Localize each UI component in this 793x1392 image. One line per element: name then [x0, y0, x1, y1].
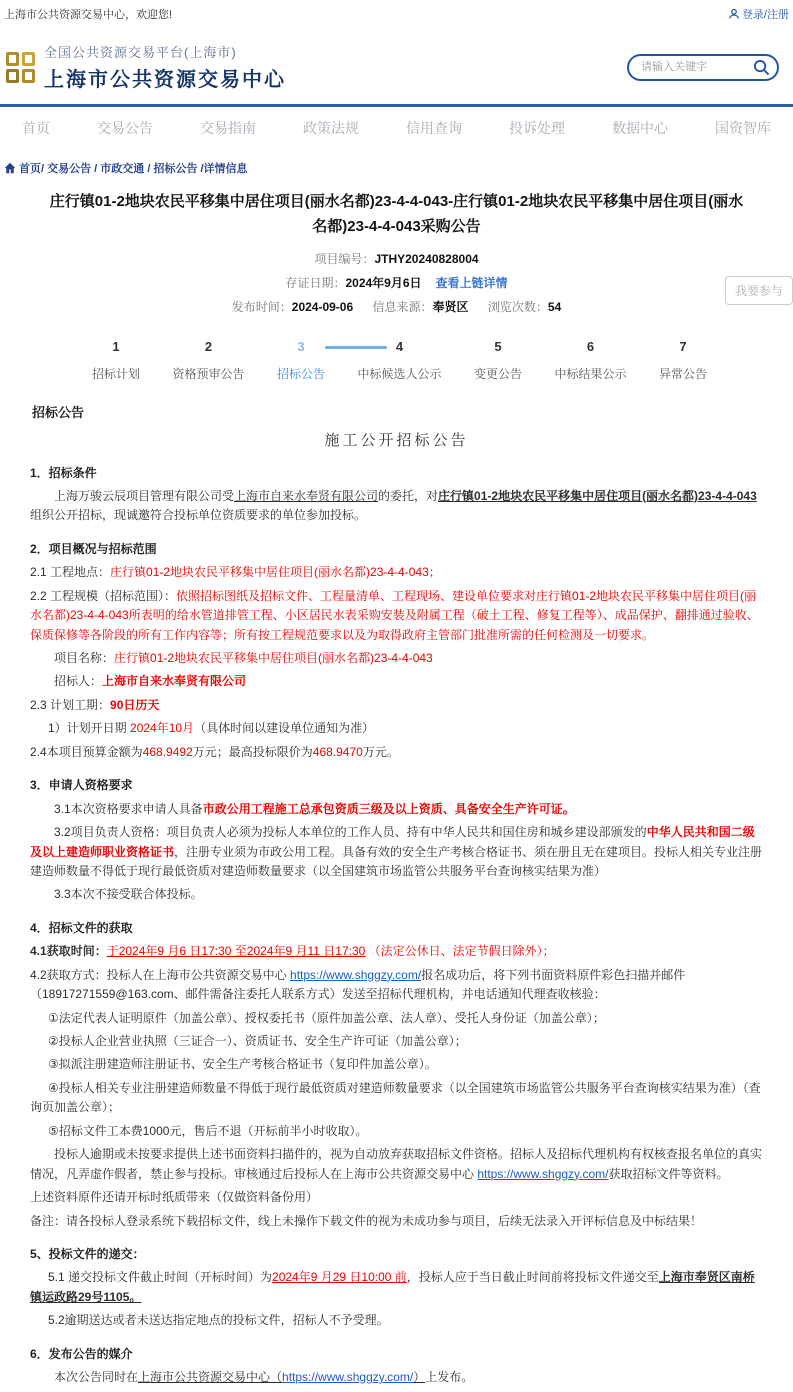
- doc-paragraph: [30, 672, 763, 691]
- doc-paragraph: [30, 885, 763, 904]
- doc-paragraph: [30, 966, 763, 1005]
- views-label: 浏览次数：: [487, 299, 548, 314]
- step-label: 资格预审公告: [172, 366, 245, 381]
- doc-paragraph: [30, 587, 763, 645]
- step-招标公告[interactable]: [273, 339, 329, 382]
- text-run: 1．招标条件: [30, 465, 97, 480]
- source-value: 奉贤区: [432, 299, 469, 314]
- text-run: 3.3本次不接受联合体投标。: [54, 887, 203, 902]
- text-run: 中华人民共和国二级及以上建造师职业资格证书: [30, 825, 755, 859]
- site-header: [0, 26, 793, 104]
- project-number-value: JTHY20240828004: [374, 251, 479, 266]
- text-run: （法定公休日、法定节假日除外）；: [365, 944, 555, 959]
- doc-paragraph: [30, 540, 763, 559]
- step-label: 变更公告: [473, 366, 522, 381]
- deposit-date-row: [30, 274, 763, 291]
- nav-item-交易指南[interactable]: 交易指南: [200, 120, 256, 136]
- text-run: 组织公开招标，现诚邀符合投标单位资质要求的单位参加投标。: [30, 508, 367, 523]
- text-run: 上发布。: [425, 1370, 474, 1385]
- text-run: 庄行镇01-2地块农民平移集中居住项目(丽水名都)23-4-4-043: [114, 651, 433, 665]
- text-run: 庄行镇01-2地块农民平移集中居住项目(丽水名都)23-4-4-043；: [110, 565, 441, 580]
- step-异常公告[interactable]: [655, 339, 711, 382]
- doc-paragraph: [30, 1122, 763, 1141]
- step-label: 招标公告: [276, 366, 325, 381]
- text-run: 备注：请各投标人登录系统下载招标文件，线上未操作下载文件的视为未成功参与项目，后续无法录入开评标信息及中标结果！: [30, 1213, 703, 1228]
- doc-paragraph: [30, 696, 763, 715]
- step-number: 3: [297, 338, 305, 354]
- text-run: 上海市奉贤区南桥镇运政路29号1105。: [30, 1270, 755, 1304]
- text-run: 5、投标文件的递交：: [30, 1246, 145, 1261]
- text-run: ①法定代表人证明原件（加盖公章）、授权委托书（原件加盖公章、法人章）、受托人身份证（加盖公章）；: [48, 1010, 605, 1025]
- project-number-label: 项目编号：: [314, 251, 375, 266]
- notice-content: [0, 190, 793, 1388]
- doc-paragraph: [30, 1009, 763, 1028]
- site-title: 上海市公共资源交易中心: [44, 69, 286, 91]
- text-run: 3.2项目负责人资格：项目负责人必须为投标人本单位的工作人员、持有中华人民共和国住房和城乡建设部颁发的: [54, 825, 647, 840]
- step-中标结果公示[interactable]: [554, 339, 626, 382]
- text-run: 468.9492: [142, 744, 193, 759]
- doc-paragraph: [30, 776, 763, 795]
- text-run: ）: [413, 1370, 426, 1385]
- text-run: 依照招标图纸及招标文件、工程量清单、工程现场、建设单位要求对庄行镇01-2地块农民平移集中居住项目(丽水名都)23-4-4-043所表明的给水管道排管工程、小区居民水表采购安装及附属工程（破土工程、修复工程等）、成品保护、翻排通过验收、保质保修等各阶段的所有工作内容等；所有按工程规范要求以及为取得政府主管部门批准所需的任何检测及一切要求。: [30, 588, 759, 642]
- doc-paragraph: [30, 743, 763, 762]
- step-number: 2: [204, 338, 213, 354]
- text-run: 2.4本项目预算金额为: [30, 744, 143, 759]
- doc-paragraph: [30, 487, 763, 526]
- person-icon: [728, 8, 740, 20]
- doc-paragraph: [30, 1245, 763, 1264]
- text-run: 上海万骏云辰项目管理有限公司受: [54, 488, 235, 503]
- main-nav: [0, 104, 793, 148]
- doc-paragraph: [30, 464, 763, 483]
- doc-paragraph: [30, 1311, 763, 1330]
- nav-item-投诉处理[interactable]: 投诉处理: [509, 120, 565, 136]
- text-run: 上海市公共资源交易中心（: [138, 1370, 283, 1385]
- text-run: ⑤招标文件工本费1000元，售后不退（开标前半小时收取）。: [48, 1123, 368, 1138]
- step-label: 招标计划: [91, 366, 140, 381]
- text-run: 招标人：: [54, 674, 103, 689]
- text-run: 2024年10月: [130, 721, 195, 736]
- step-中标候选人公示[interactable]: [357, 339, 441, 382]
- text-run: 2024年9 月29 日10:00 前: [272, 1270, 407, 1285]
- url-link[interactable]: https://www.shggzy.com/: [477, 1166, 609, 1181]
- doc-paragraph: [30, 1055, 763, 1074]
- nav-item-交易公告[interactable]: 交易公告: [97, 120, 153, 136]
- text-run: 上海市自来水奉贤有限公司: [234, 488, 379, 503]
- text-run: 2.1 工程地点：: [30, 565, 111, 580]
- nav-item-数据中心[interactable]: 数据中心: [612, 120, 668, 136]
- text-run: 4．招标文件的获取: [30, 920, 133, 935]
- deposit-date-label: 存证日期：: [285, 275, 346, 290]
- source-label: 信息来源：: [372, 299, 433, 314]
- text-run: 本次公告同时在: [54, 1370, 139, 1385]
- text-run: 468.9470: [312, 744, 363, 759]
- doc-paragraph: [30, 919, 763, 938]
- text-run: 上述资料原件还请开标时纸质带来（仅做资料备份用）: [30, 1190, 319, 1205]
- breadcrumb-path: 首页/ 交易公告 / 市政交通 / 招标公告 /详情信息: [19, 163, 248, 175]
- brand-text: [44, 42, 286, 92]
- text-run: 3．申请人资格要求: [30, 778, 133, 793]
- text-run: 获取时间：: [46, 944, 107, 959]
- text-run: 1）计划开日期: [48, 721, 131, 736]
- breadcrumb[interactable]: [4, 160, 789, 176]
- search-box: [627, 54, 779, 81]
- text-run: ，投标人应于当日截止时间前将投标文件递交至: [406, 1270, 659, 1285]
- doc-paragraph: [30, 1145, 763, 1184]
- doc-paragraph: [30, 563, 763, 582]
- home-icon: [4, 162, 16, 174]
- text-run: 上海市自来水奉贤有限公司: [102, 674, 247, 689]
- step-label: 中标结果公示: [554, 366, 627, 381]
- step-变更公告[interactable]: [470, 339, 526, 382]
- text-run: ④投标人相关专业注册建造师数量不得低于现行最低资质对建造师数量要求（以全国建筑市场监管公共服务平台查询核实结果为准）（查询页加盖公章）；: [30, 1080, 761, 1115]
- text-run: 的委托，对: [378, 488, 439, 503]
- views-value: 54: [547, 299, 562, 314]
- text-run: 3.1本次资格要求申请人具备: [54, 801, 203, 816]
- step-label: 中标候选人公示: [357, 366, 442, 381]
- nav-item-首页[interactable]: 首页: [22, 120, 50, 136]
- step-number: 4: [395, 338, 404, 354]
- doc-paragraph: [30, 649, 763, 668]
- nav-item-信用查询[interactable]: 信用查询: [406, 120, 462, 136]
- text-run: ③拟派注册建造师注册证书、安全生产考核合格证书（复印件加盖公章）。: [48, 1057, 437, 1072]
- participate-button[interactable]: 我要参与: [725, 276, 793, 305]
- text-run: 5.1 递交投标文件截止时间（开标时间）为: [48, 1270, 273, 1285]
- text-run: 6．发布公告的媒介: [30, 1346, 133, 1361]
- doc-paragraph: [30, 1368, 763, 1387]
- page-title: 庄行镇01-2地块农民平移集中居住项目(丽水名都)23-4-4-043-庄行镇01-2地块农民平移集中居住项目(丽水名都)23-4-4-043采购公告: [49, 193, 744, 235]
- login-register-link[interactable]: [728, 6, 789, 22]
- text-run: 市政公用工程施工总承包资质三级及以上资质、具备安全生产许可证。: [202, 801, 575, 816]
- project-number-row: [30, 250, 763, 267]
- text-run: 4.2获取方式：投标人在上海市公共资源交易中心: [30, 967, 291, 982]
- text-run: 报名成功后，将下列书面资料原件彩色扫描并邮件（18917271559@163.com、邮件需备注委托人联系方式）发送至招标代理机构，并电话通知代理查收核验：: [30, 967, 686, 1002]
- login-register-label: 登录/注册: [741, 9, 789, 21]
- text-run: 2.2 工程规模（招标范围）：: [30, 588, 177, 603]
- step-number: 6: [586, 338, 595, 354]
- tab-bid-announcement[interactable]: 招标公告: [32, 404, 85, 420]
- url-link[interactable]: https://www.shggzy.com/: [282, 1370, 414, 1385]
- text-run: 项目名称：: [54, 651, 115, 665]
- doc-paragraph: [30, 1345, 763, 1364]
- platform-name: 全国公共资源交易平台(上海市): [44, 45, 237, 60]
- url-link[interactable]: https://www.shggzy.com/: [290, 967, 422, 982]
- text-run: 投标人逾期或未按要求提供上述书面资料扫描件的，视为自动放弃获取招标文件资格。招标人及招标代理机构有权核查报名单位的真实情况，凡弄虚作假者，禁止参与投标。审核通过后投标人在上海市公共资源交易中心: [30, 1147, 763, 1181]
- progress-steps: [88, 339, 711, 382]
- text-run: 5.2逾期送达或者未送达指定地点的投标文件，招标人不予受理。: [48, 1313, 389, 1328]
- text-run: 2.3 计划工期：: [30, 697, 111, 712]
- text-run: 4.1: [30, 944, 47, 959]
- doc-paragraph: [30, 823, 763, 881]
- text-run: ②投标人企业营业执照（三证合一）、资质证书、安全生产许可证（加盖公章）；: [48, 1034, 467, 1048]
- nav-item-国资智库[interactable]: 国资智库: [715, 120, 771, 136]
- text-run: 万元。: [362, 744, 399, 759]
- doc-paragraph: [30, 942, 763, 961]
- doc-paragraph: [30, 1032, 763, 1051]
- step-招标计划[interactable]: [88, 339, 144, 382]
- document-heading: 施工公开招标公告: [324, 431, 469, 449]
- deposit-date-value: 2024年9月6日: [345, 275, 422, 290]
- text-run: 2．项目概况与招标范围: [30, 541, 157, 556]
- doc-paragraph: [30, 719, 763, 738]
- magnifier-icon: [753, 59, 770, 76]
- publish-time-label: 发布时间：: [231, 299, 292, 314]
- text-run: 90日历天: [110, 697, 160, 712]
- search-button[interactable]: [753, 59, 770, 76]
- text-run: 庄行镇01-2地块农民平移集中居住项目(丽水名都)23-4-4-043: [438, 488, 757, 503]
- text-run: （具体时间以建设单位通知为准）: [194, 721, 375, 736]
- text-run: 获取招标文件等资料。: [608, 1166, 729, 1181]
- step-number: 5: [494, 338, 502, 354]
- step-number: 1: [112, 338, 120, 354]
- text-run: ，注册专业须为市政公用工程。具备有效的安全生产考核合格证书、须在册且无在建项目。投标人相关专业注册建造师数量不得低于现行最低资质对建造师数量要求（以全国建筑市场监管公共服务平台查询核实结果为准）: [30, 844, 763, 878]
- step-label: 异常公告: [658, 366, 707, 381]
- view-chain-detail-link[interactable]: 查看上链详情: [435, 275, 508, 290]
- text-run: 万元；最高投标限价为: [192, 744, 313, 759]
- publish-time-value: 2024-09-06: [291, 299, 354, 314]
- doc-paragraph: [30, 1188, 763, 1207]
- step-number: 7: [679, 338, 687, 354]
- doc-paragraph: [30, 1212, 763, 1231]
- doc-paragraph: [30, 1079, 763, 1118]
- doc-paragraph: [30, 800, 763, 819]
- nav-item-政策法规[interactable]: 政策法规: [303, 120, 359, 136]
- welcome-text: 上海市公共资源交易中心，欢迎您!: [4, 9, 173, 21]
- step-资格预审公告[interactable]: [172, 339, 244, 382]
- progress-connector-line: [325, 346, 387, 349]
- doc-body: [30, 464, 763, 1388]
- text-run: 于2024年9 月6 日17:30 至2024年9 月11 日17:30: [106, 944, 366, 959]
- doc-paragraph: [30, 1268, 763, 1307]
- topbar: [0, 0, 793, 26]
- site-logo-icon: [6, 52, 35, 83]
- publish-info-row: [30, 298, 763, 315]
